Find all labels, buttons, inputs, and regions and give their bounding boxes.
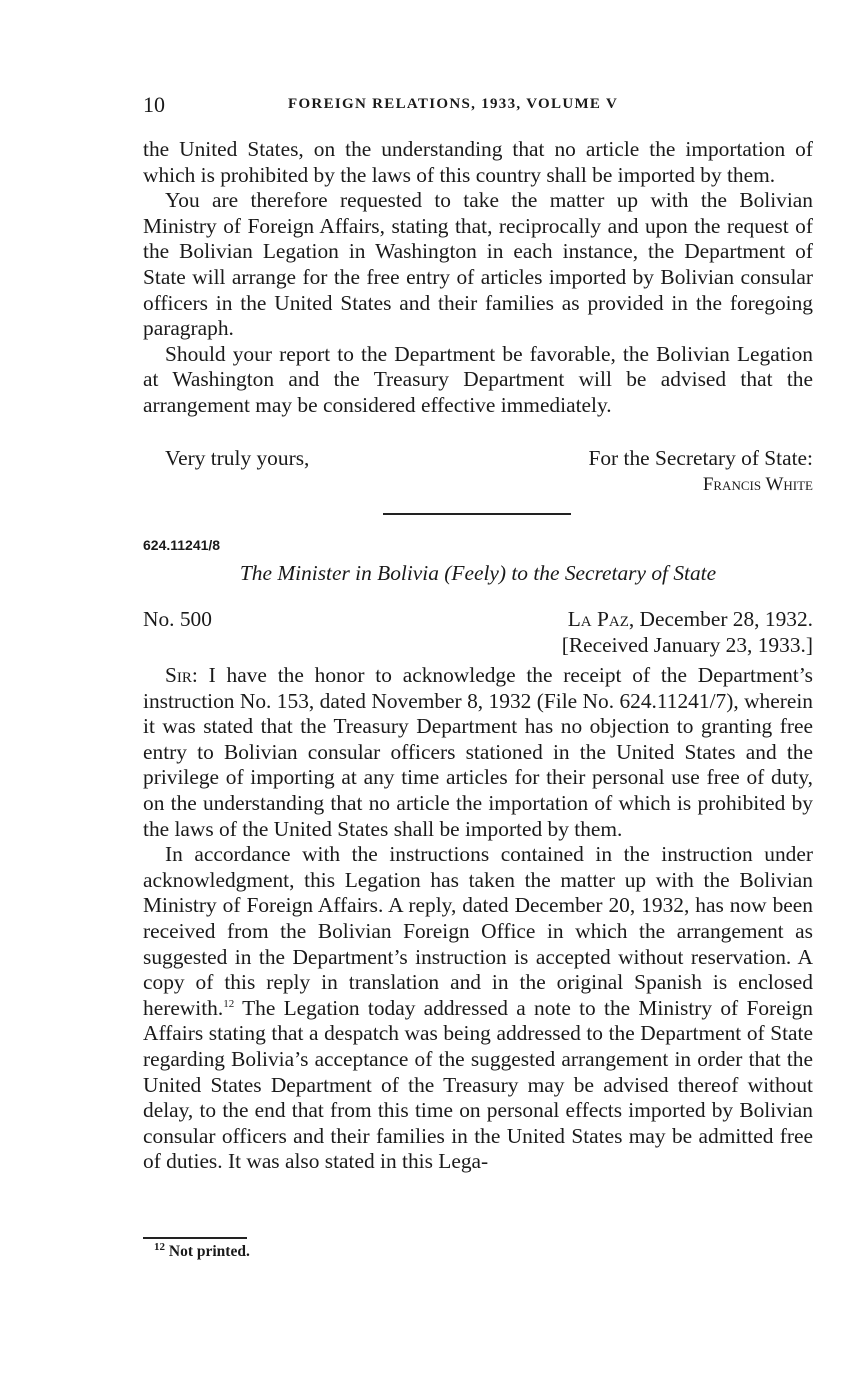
running-head: FOREIGN RELATIONS, 1933, VOLUME V (288, 96, 619, 112)
document-title: The Minister in Bolivia (Feely) to the Secretary of State (239, 561, 717, 585)
paragraph-text: : I have the honor to acknowledge the receipt of the Department’s instruction No. 153, dated November 8, 1932 (File No. 624.11241/7), wherein it was stated that the Treasury Department has no objection to granting free entry to Bolivian consular officers stationed in the United States and the privilege of importing at any time articles for their personal use free of duty, on the understanding that no article the importation of which is prohibited by the laws of the United States shall be imported by them. (143, 663, 813, 841)
footnote-reference: 12 (223, 997, 235, 1010)
section-divider (383, 513, 571, 515)
file-number: 624.11241/8 (143, 537, 221, 553)
paragraph: You are therefore requested to take the matter up with the Bolivian Ministry of Foreign Affairs, stating that, reciprocally and upon the request of the Bolivian Legation in Washington in each instance, the Department of State will arrange for the free entry of articles imported by Bolivian consular officers in the United States and their families as provided in the foregoing paragraph. (143, 188, 813, 341)
dispatch-date: , December 28, 1932. (628, 607, 813, 631)
dispatch-body (143, 663, 813, 1175)
dispatch-place: La Paz (567, 607, 629, 631)
paragraph-text: The Legation today addressed a note to the Ministry of Foreign Affairs stating that a despatch was being addressed to the Department of State regarding Bolivia’s acceptance of the suggested arrangement in order that the United States Department of the Treasury may be advised thereof without delay, to the end that from this time on personal effects imported by Bolivian consular officers and their families in the United States may be admitted free of duties. It was also stated in this Lega- (143, 995, 813, 1174)
for-secretary-line: For the Secretary of State: (588, 446, 813, 470)
footnote (154, 1240, 250, 1261)
paragraph (143, 663, 813, 842)
page-number: 10 (143, 92, 165, 117)
letter-closing (143, 446, 813, 498)
paragraph-text: In accordance with the instructions contained in the instruction under acknowledgment, this Legation has taken the matter up with the Bolivian Ministry of Foreign Affairs. A reply, dated December 20, 1932, has now been received from the Bolivian Foreign Office in which the arrangement as suggested in the Department’s instruction is accepted without reservation. A copy of this reply in translation and in the original Spanish is enclosed herewith. (143, 842, 813, 1020)
salutation: Sir (165, 663, 192, 687)
signature: Francis White (702, 474, 813, 495)
dispatch-meta (143, 607, 813, 661)
received-date: [Received January 23, 1933.] (561, 633, 813, 657)
complimentary-close: Very truly yours, (165, 446, 310, 470)
paragraph (143, 842, 813, 1175)
paragraph: the United States, on the understanding that no article the importation of which is prohibited by the laws of this country shall be imported by them. (143, 137, 813, 187)
page-header (143, 92, 813, 122)
footnote-marker: 12 (154, 1240, 165, 1253)
dispatch-place-date (568, 607, 813, 633)
paragraph: Should your report to the Department be favorable, the Bolivian Legation at Washington and the Treasury Department will be advised that the arrangement may be considered effective immediately. (143, 341, 813, 417)
footnote-rule (143, 1237, 247, 1239)
dispatch-number: No. 500 (143, 607, 212, 631)
footnote-text: Not printed. (165, 1243, 250, 1260)
letter-body (143, 137, 813, 419)
